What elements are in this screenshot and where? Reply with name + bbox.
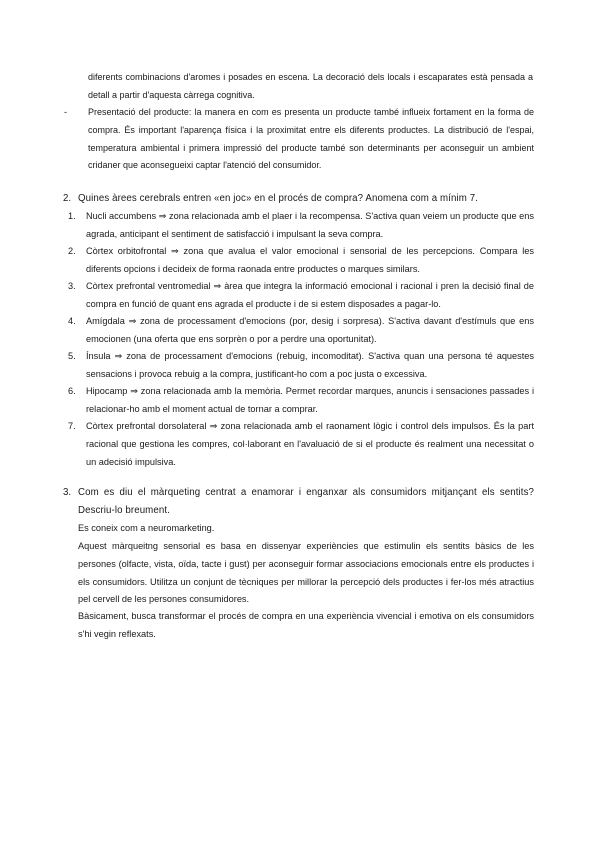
q2-item-1-number: 1. [68, 211, 76, 221]
q2-item-5-number: 5. [68, 351, 76, 361]
question-2-heading: Quines àrees cerebrals entren «en joc» en el procés de compra? Anomena com a mínim 7. [78, 193, 478, 204]
intro-continuation: diferents combinacions d'aromes i posades en escena. La decoració dels locals i escaparates està pensada a detall a partir d'aquesta càrrega cognitiva. [88, 72, 533, 100]
q2-item-7-number: 7. [68, 421, 76, 431]
q3-answer-paragraph-1: Aquest màrqueitng sensorial es basa en dissenyar experiències que estimulin els sentits bàsics de les persones (olfacte, vista, oïda, tacte i gust) per aconseguir formar associacions emocionals entre els productes i els consumidors. Utilitza un conjunt de tècniques per millorar la percepció dels productes i fer-los més atractius pel cervell de les persones consumidores. [78, 541, 534, 605]
q2-item-4-number: 4. [68, 316, 76, 326]
question-3-heading: Com es diu el màrqueting centrat a enamorar i enganxar als consumidors mitjançant els sentits? Descriu-lo breument. [78, 487, 534, 516]
q2-item-2-number: 2. [68, 246, 76, 256]
bullet-marker: - [64, 107, 68, 117]
q2-item-6-text: Hipocamp ⇒ zona relacionada amb la memòria. Permet recordar marques, anuncis i sensaciones passades i relacionar-ho amb el moment actual de tornar a comprar. [86, 386, 534, 414]
question-3-number: 3. [63, 487, 72, 498]
q2-item-2-text: Còrtex orbitofrontal ⇒ zona que avalua el valor emocional i sensorial de les percepcions. Compara les diferents opcions i decideix de forma raonada entre productes o marques similars. [86, 246, 534, 274]
q2-item-6-number: 6. [68, 386, 76, 396]
q2-item-1-text: Nucli accumbens ⇒ zona relacionada amb el plaer i la recompensa. S'activa quan veiem un producte que ens agrada, anticipant el sentiment de satisfacció i impulsant la seva compra. [86, 211, 534, 239]
q2-item-5-text: Ínsula ⇒ zona de processament d'emocions (rebuig, incomoditat). S'activa quan una persona té aquestes sensacions i provoca rebuig a la compra, justificant-ho com a poc justa o excessiva. [86, 351, 534, 379]
q3-answer-paragraph-2: Bàsicament, busca transformar el procés de compra en una experiència vivencial i emotiva on els consumidors s'hi vegin reflexats. [78, 611, 534, 639]
bullet-paragraph: Presentació del producte: la manera en com es presenta un producte també influeix fortament en la forma de compra. És important l'aparença física i la proximitat entre els diferents productes. La distribució de l'espai, temperatura ambiental i primera impressió del producte també son determinants per aconseguir un ambient cridaner que aconsegueixi captar l'atenció del consumidor. [88, 107, 534, 171]
question-2-number: 2. [63, 193, 72, 204]
q2-item-7-text: Còrtex prefrontal dorsolateral ⇒ zona relacionada amb el raonament lògic i control dels impulsos. És la part racional que gestiona les compres, col·laborant en l'avaluació de si el producte és realment una necessitat o un adecisió impulsiva. [86, 421, 534, 467]
q2-item-4-text: Amígdala ⇒ zona de processament d'emocions (por, desig i sorpresa). S'activa davant d'estímuls que ens emocionen (una oferta que ens sorprèn o por a perdre una oportunitat). [86, 316, 534, 344]
q3-answer-name: Es coneix com a neuromarketing. [78, 523, 215, 533]
q2-item-3-text: Còrtex prefrontal ventromedial ⇒ àrea que integra la informació emocional i racional i pren la decisió final de compra en funció de quant ens agrada el producte i de si estem disposades a pagar-lo. [86, 281, 534, 309]
q2-item-3-number: 3. [68, 281, 76, 291]
